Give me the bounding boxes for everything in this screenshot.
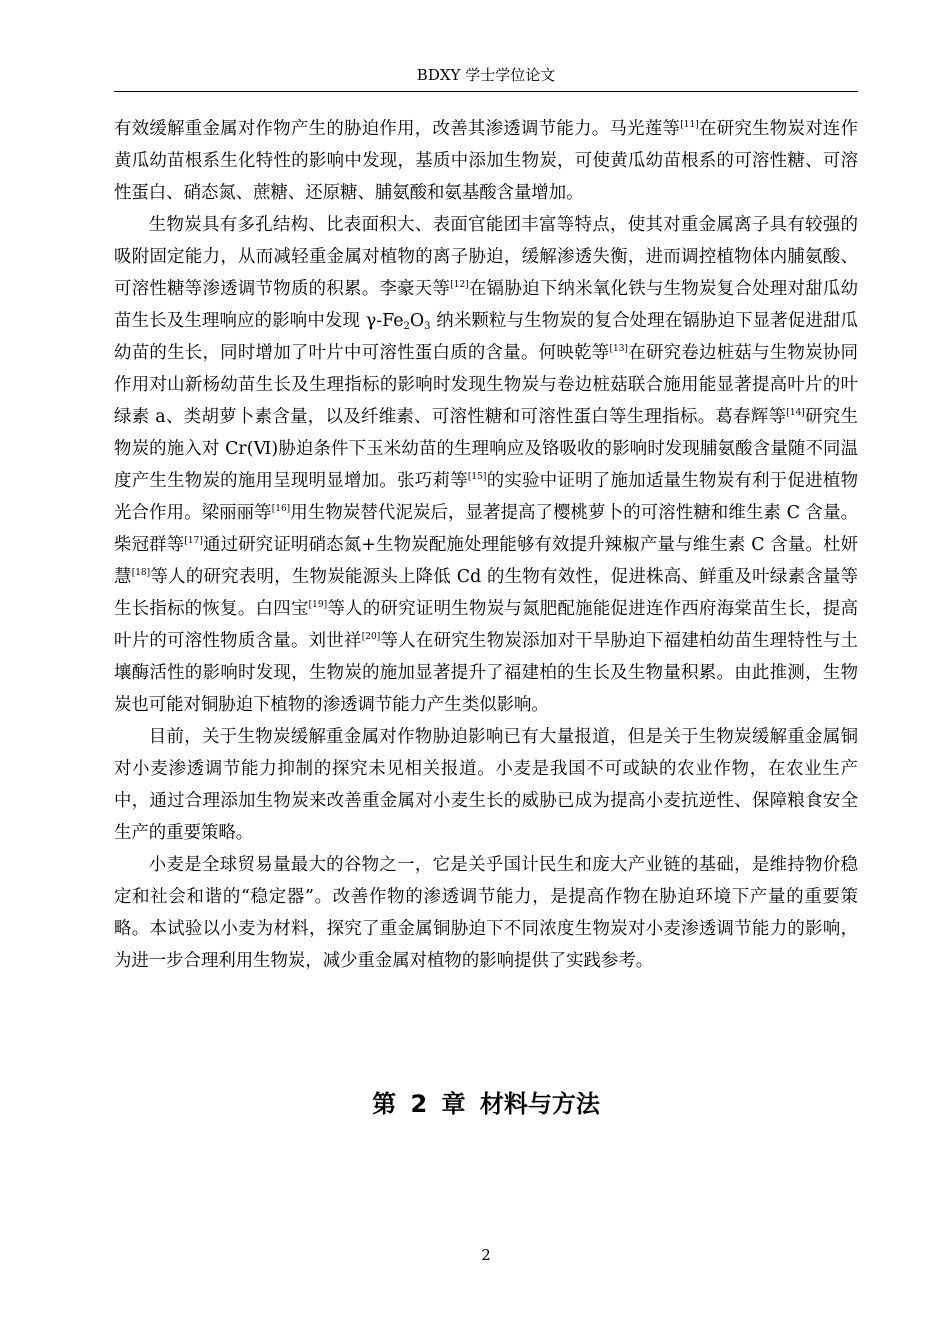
- text-run: 等人的研究证明生物炭与氮肥配施能促进连作西府海棠苗生长，提高叶片的可溶性物质含量。刘世祥: [114, 599, 858, 651]
- subscript: 3: [424, 321, 431, 332]
- body-text: [114, 113, 858, 977]
- citation-marker: [11]: [680, 120, 699, 130]
- text-run: 目前，关于生物炭缓解重金属对作物胁迫影响已有大量报道，但是关于生物炭缓解重金属铜对小麦渗透调节能力抑制的探究未见相关报道。小麦是我国不可或缺的农业作物，在农业生产中，通过合理添加生物炭来改善重金属对小麦生长的威胁已成为提高小麦抗逆性、保障粮食安全生产的重要策略。: [114, 727, 858, 843]
- text-run: 在研究生物炭对连作黄瓜幼苗根系生化特性的影响中发现，基质中添加生物炭，可使黄瓜幼苗根系的可溶性糖、可溶性蛋白、硝态氮、蔗糖、还原糖、脯氨酸和氨基酸含量增加。: [114, 119, 858, 203]
- text-run: 用生物炭替代泥炭后，显著提高了樱桃萝卜的可溶性糖和维生素 C 含量。柴冠群等: [114, 503, 858, 555]
- citation-marker: [19]: [308, 600, 328, 610]
- chapter-heading: 第 2 章 材料与方法: [372, 1090, 600, 1118]
- subscript: 2: [403, 321, 410, 332]
- text-run: 纳米颗粒与生物炭的复合处理在镉胁迫下显著促进甜瓜幼苗的生长，同时增加了叶片中可溶性蛋白质的含量。何映乾等: [114, 311, 859, 363]
- citation-marker: [14]: [786, 408, 805, 418]
- text-run: 在镉胁迫下纳米氧化铁与生物炭复合处理对甜瓜幼苗生长及生理响应的影响中发现 γ-Fe: [114, 279, 858, 331]
- text-run: 通过研究证明硝态氮+生物炭配施处理能够有效提升辣椒产量与维生素 C 含量。杜妍慧: [114, 535, 858, 587]
- citation-marker: [17]: [184, 536, 203, 546]
- paragraph-research-status: [114, 721, 858, 849]
- text-run: 生物炭具有多孔结构、比表面积大、表面官能团丰富等特点，使其对重金属离子具有较强的吸附固定能力，从而减轻重金属对植物的离子胁迫，缓解渗透失衡，进而调控植物体内脯氨酸、可溶性糖等渗透调节物质的积累。李豪天等: [114, 215, 858, 299]
- text-run: 有效缓解重金属对作物产生的胁迫作用，改善其渗透调节能力。马光莲等: [114, 119, 681, 139]
- text-run: 研究生物炭的施入对 Cr(Ⅵ)胁迫条件下玉米幼苗的生理响应及铬吸收的影响时发现脯氨酸含量随不同温度产生生物炭的施用呈现明显增加。张巧莉等: [114, 407, 858, 491]
- text-run: 在研究卷边桩菇与生物炭协同作用对山新杨幼苗生长及生理指标的影响时发现生物炭与卷边桩菇联合施用能显著提高叶片的叶绿素 a、类胡萝卜素含量，以及纤维素、可溶性糖和可溶性蛋白等生理指标。葛春辉等: [114, 343, 858, 427]
- citation-marker: [18]: [131, 568, 151, 578]
- text-run: O: [409, 311, 425, 331]
- paragraph-study-purpose: [114, 849, 858, 977]
- header-divider: [114, 91, 858, 92]
- text-run: 等人的研究表明，生物炭能源头上降低 Cd 的生物有效性，促进株高、鲜重及叶绿素含量等生长指标的恢复。白四宝: [114, 567, 858, 619]
- text-run: 小麦是全球贸易量最大的谷物之一，它是关乎国计民生和庞大产业链的基础，是维持物价稳定和社会和谐的“稳定器”。改善作物的渗透调节能力，是提高作物在胁迫环境下产量的重要策略。本试验以小麦为材料，探究了重金属铜胁迫下不同浓度生物炭对小麦渗透调节能力的影响，为进一步合理利用生物炭，减少重金属对植物的影响提供了实践参考。: [114, 855, 858, 971]
- text-run: 等人在研究生物炭添加对干旱胁迫下福建柏幼苗生理特性与土壤酶活性的影响时发现，生物炭的施加显著提升了福建柏的生长及生物量积累。由此推测，生物炭也可能对铜胁迫下植物的渗透调节能力产生类似影响。: [114, 631, 858, 715]
- citation-marker: [13]: [609, 344, 628, 354]
- citation-marker: [16]: [271, 504, 291, 514]
- paragraph-biochar-properties: [114, 209, 858, 721]
- page-header: BDXY 学士学位论文: [416, 66, 556, 84]
- citation-marker: [15]: [467, 472, 487, 482]
- citation-marker: [20]: [361, 632, 381, 642]
- text-run: 的实验中证明了施加适量生物炭有利于促进植物光合作用。梁丽丽等: [114, 471, 858, 523]
- citation-marker: [12]: [450, 280, 469, 290]
- page-number: 2: [481, 1246, 491, 1264]
- paragraph-continued: [114, 113, 858, 209]
